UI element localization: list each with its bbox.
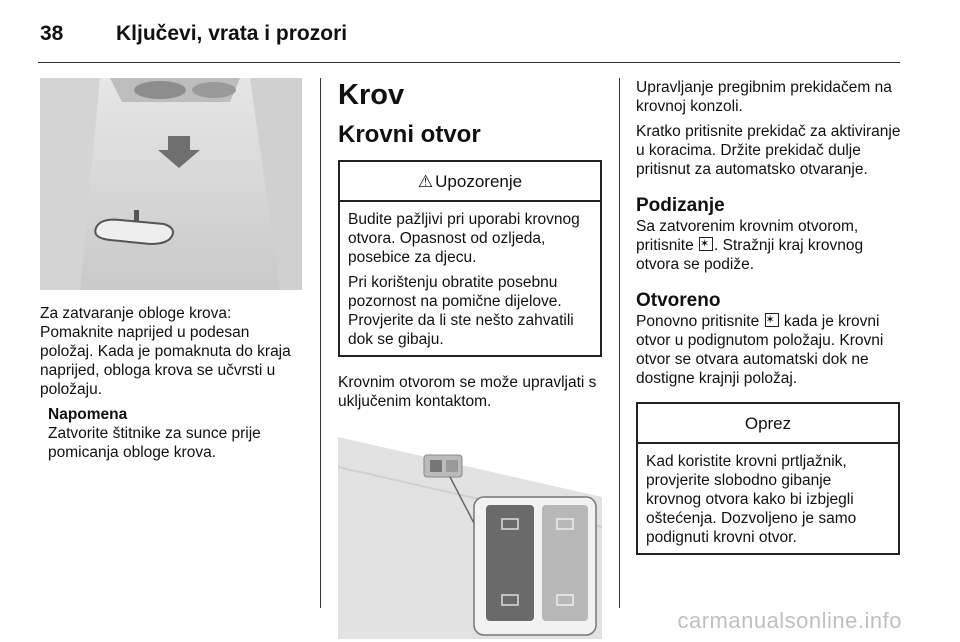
warning-box-header	[340, 162, 600, 202]
open-heading: Otvoreno	[636, 290, 721, 311]
lift-instructions: Sa zatvorenim krovnim otvorom, pritisnite ✶ . Stražnji kraj krovnog otvora se podiže.	[636, 217, 904, 274]
roof-lining-photo	[40, 78, 302, 290]
column-divider-2	[619, 78, 620, 608]
console-switch-info: Upravljanje pregibnim prekidačem na krovnoj konzoli.	[636, 79, 892, 115]
switch-operation-info: Kratko pritisnite prekidač za aktiviranje u koracima. Držite prekidač dulje pritisnut za automatsko otvaranje.	[636, 123, 901, 178]
page-header	[40, 14, 347, 54]
column-divider-1	[320, 78, 321, 608]
sunroof-tilt-icon	[699, 237, 713, 251]
section-heading: Krov	[338, 79, 405, 111]
subsection-heading: Krovni otvor	[338, 121, 481, 148]
sunroof-switch-illustration	[338, 427, 602, 639]
column-1	[40, 78, 304, 462]
warning-triangle-icon: ⚠	[417, 171, 434, 191]
note-block	[48, 405, 304, 462]
watermark: carmanualsonline.info	[677, 608, 902, 633]
warning-text-2: Pri korištenju obratite posebnu pozornost na pomične dijelove. Provjerite da li ste nešto zahvatili dok se gibaju.	[348, 274, 574, 348]
note-text: Zatvorite štitnike za sunce prije pomicanja obloge krova.	[48, 425, 261, 461]
sunroof-tilt-icon	[765, 313, 779, 327]
roof-lining-instructions: Za zatvaranje obloge krova: Pomaknite naprijed u podesan položaj. Kada je pomaknuta do kraja naprijed, obloga krova se učvrsti u položaju.	[40, 305, 291, 398]
page-title: Ključevi, vrata i prozori	[116, 22, 348, 45]
header-divider	[38, 62, 900, 63]
note-title: Napomena	[48, 406, 128, 423]
page-number: 38	[40, 22, 64, 45]
caution-text: Kad koristite krovni prtljažnik, provjerite slobodno gibanje krovnog otvora kako bi izbjegli oštećenja. Dozvoljeno je samo podignuti krovni otvor.	[646, 453, 857, 546]
lift-heading: Podizanje	[636, 195, 725, 216]
column-3	[636, 78, 904, 555]
warning-title: Upozorenje	[435, 171, 523, 191]
warning-text-1: Budite pažljivi pri uporabi krovnog otvora. Opasnost od ozljeda, posebice za djecu.	[348, 211, 580, 266]
open-instructions: Ponovno pritisnite ✶ kada je krovni otvor u podignutom položaju. Krovni otvor se otvara automatski dok ne dostigne krajnji položaj.	[636, 312, 904, 388]
ignition-info: Krovnim otvorom se može upravljati s uključenim kontaktom.	[338, 374, 597, 410]
warning-box	[338, 160, 602, 357]
column-2	[338, 78, 602, 639]
caution-box	[636, 402, 900, 555]
caution-title: Oprez	[638, 404, 898, 444]
